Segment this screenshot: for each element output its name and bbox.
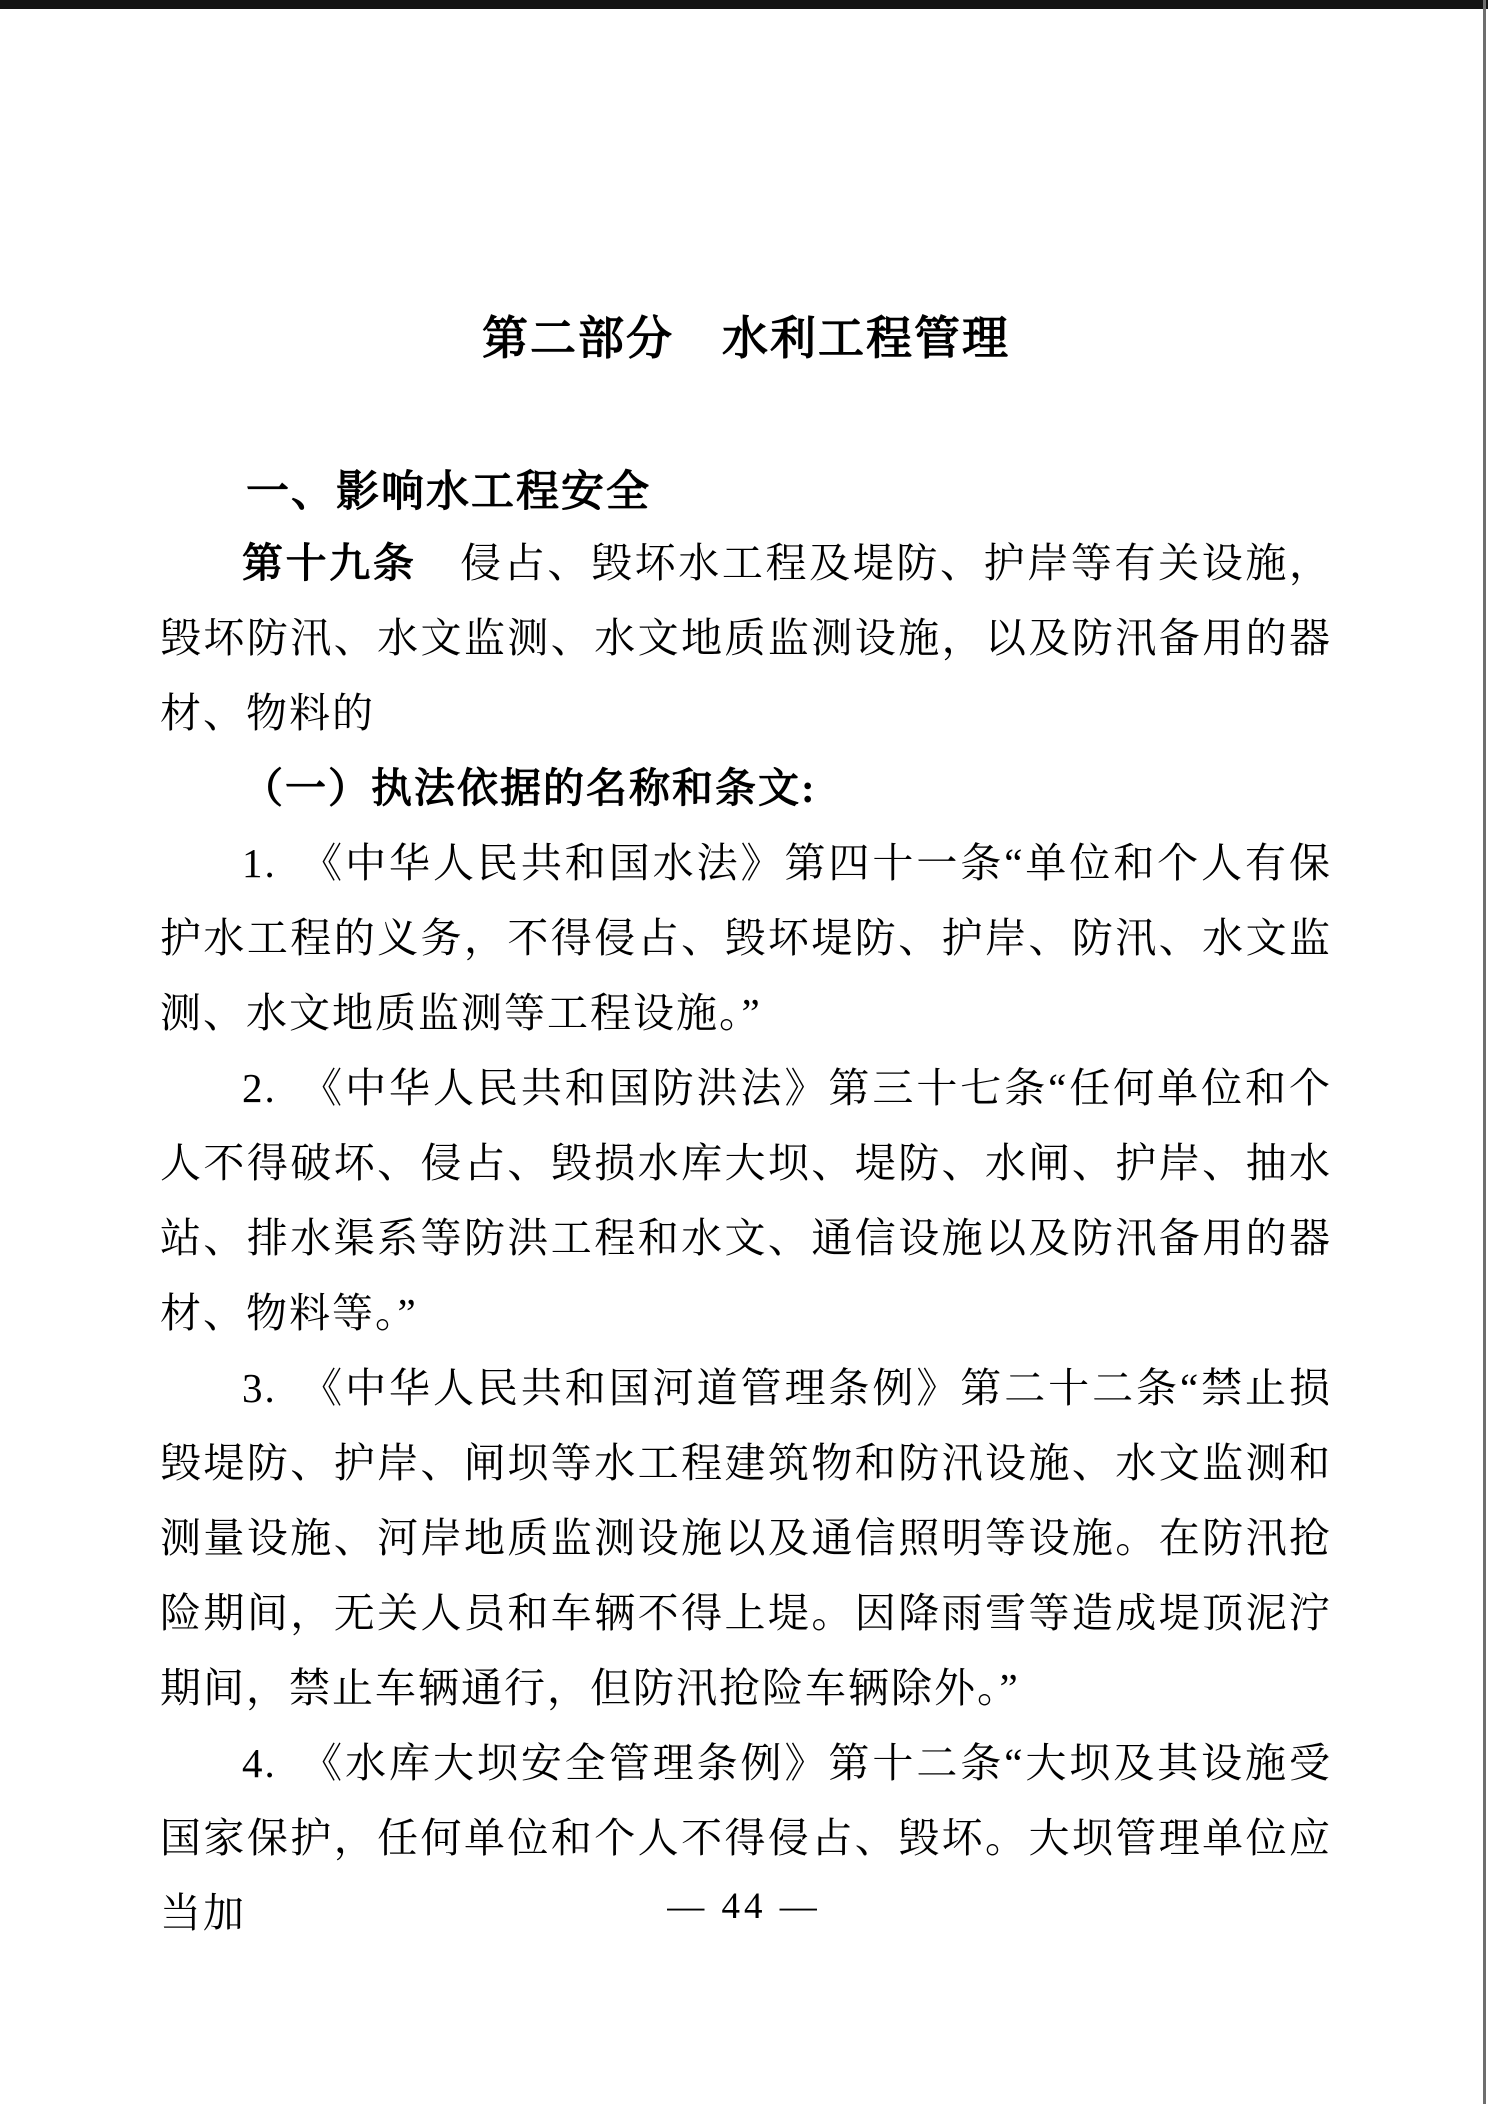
- legal-basis-item-4-text: 4. 《水库大坝安全管理条例》第十二条“大坝及其设施受国家保护，任何单位和个人不得侵占、毁坏。大坝管理单位应当加: [160, 1740, 1332, 1936]
- part-title: 第二部分 水利工程管理: [482, 312, 1010, 364]
- legal-basis-item-3-text: 3. 《中华人民共和国河道管理条例》第二十二条“禁止损毁堤防、护岸、闸坝等水工程建筑物和防汛设施、水文监测和测量设施、河岸地质监测设施以及通信照明等设施。在防汛抢险期间，无关人员和车辆不得上堤。因降雨雪等造成堤顶泥泞期间，禁止车辆通行，但防汛抢险车辆除外。”: [160, 1365, 1332, 1711]
- page-number: — 44 —: [667, 1886, 821, 1927]
- scan-right-edge-line: [1483, 0, 1486, 2104]
- legal-basis-item-2: [160, 1051, 1332, 1351]
- section-heading: 一、影响水工程安全: [246, 468, 651, 516]
- body-text: [160, 526, 1332, 1951]
- legal-basis-item-2-text: 2. 《中华人民共和国防洪法》第三十七条“任何单位和个人不得破坏、侵占、毁损水库大坝、堤防、水闸、护岸、抽水站、排水渠系等防洪工程和水文、通信设施以及防汛备用的器材、物料等。”: [160, 1065, 1332, 1336]
- article-19-paragraph: [160, 526, 1332, 751]
- legal-basis-item-1-text: 1. 《中华人民共和国水法》第四十一条“单位和个人有保护水工程的义务，不得侵占、毁坏堤防、护岸、防汛、水文监测、水文地质监测等工程设施。”: [160, 840, 1332, 1036]
- page-content: [160, 0, 1332, 1951]
- article-19-label: 第十九条: [242, 540, 417, 586]
- legal-basis-item-3: [160, 1351, 1332, 1726]
- article-19-text: 侵占、毁坏水工程及堤防、护岸等有关设施，毁坏防汛、水文监测、水文地质监测设施，以及防汛备用的器材、物料的: [160, 540, 1332, 736]
- subsection-heading-paragraph: [160, 751, 1332, 826]
- subsection-heading-label: （一）执法依据的名称和条文:: [242, 765, 817, 811]
- legal-basis-item-1: [160, 826, 1332, 1051]
